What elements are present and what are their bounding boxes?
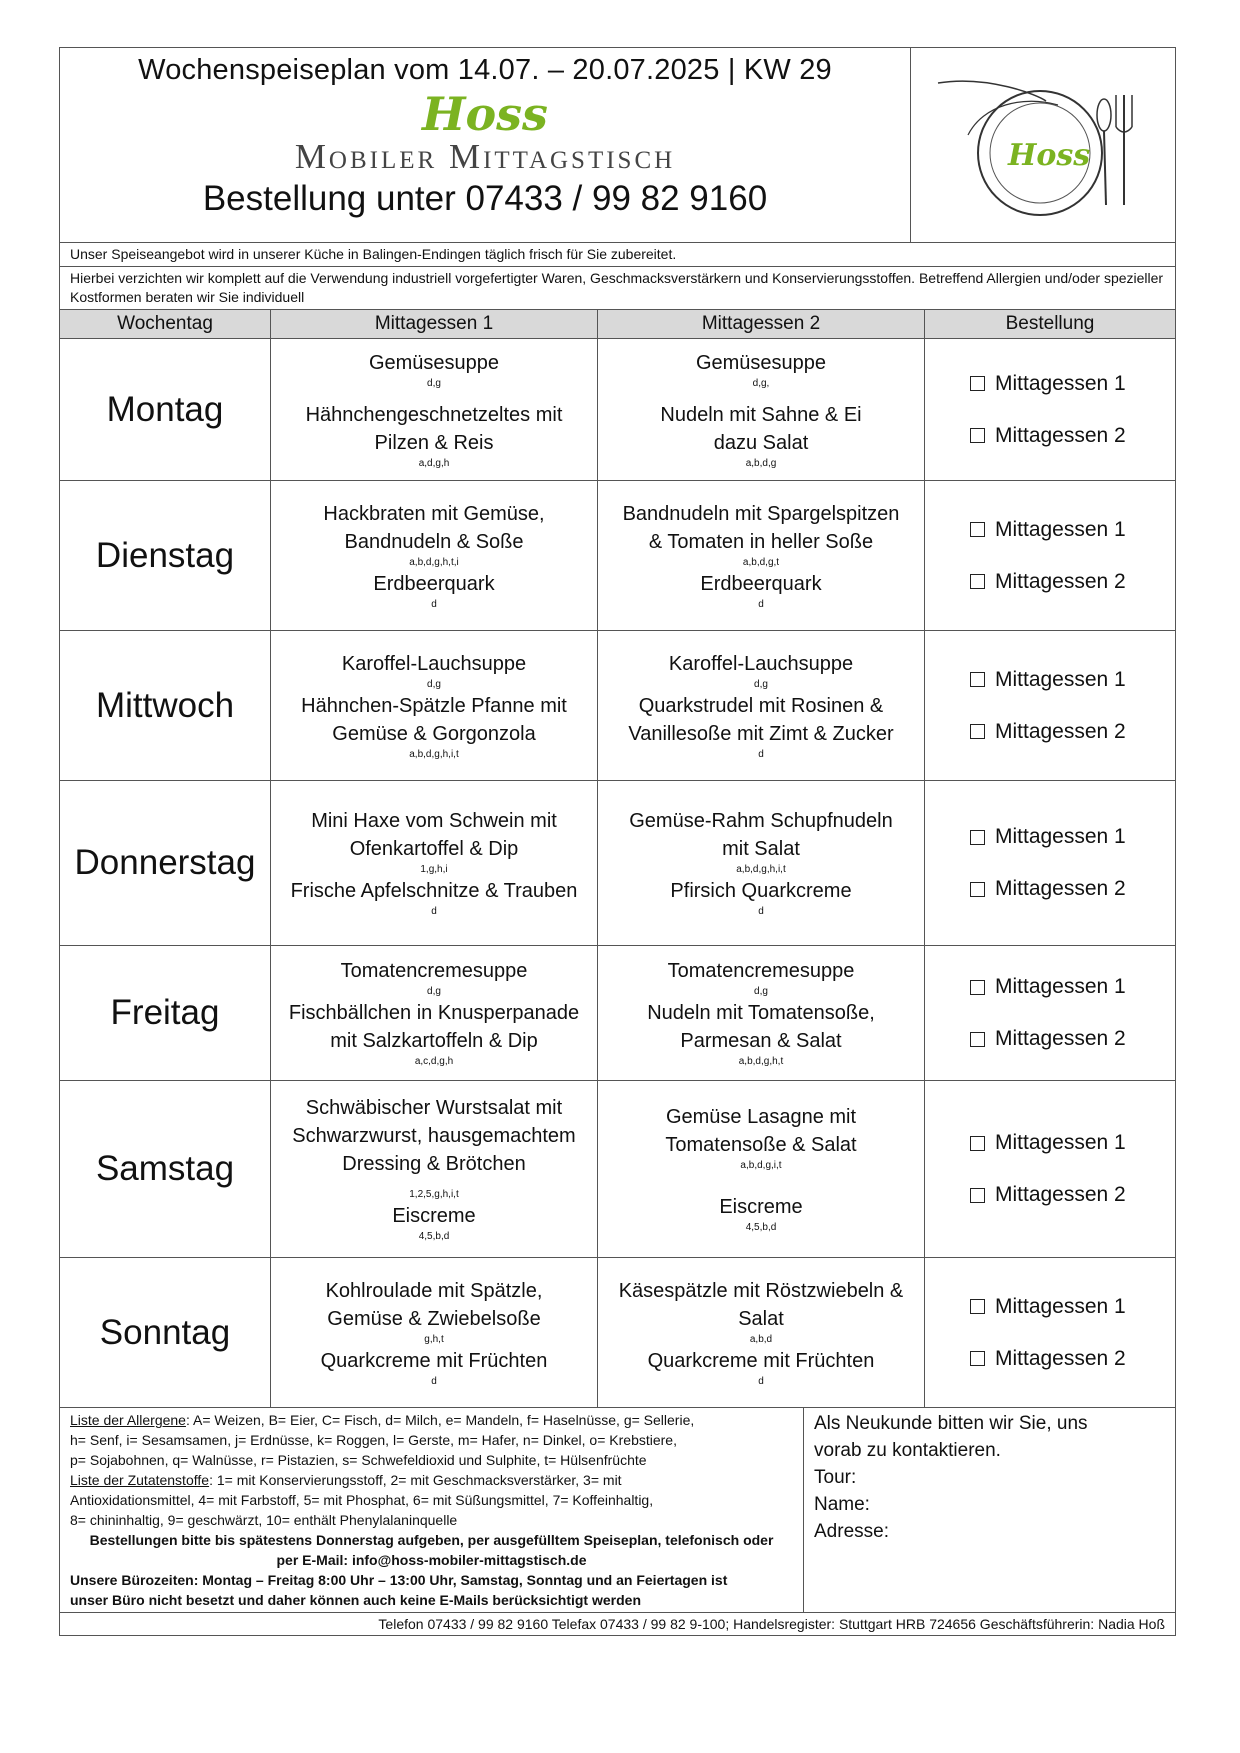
dish-line: Pfirsich Quarkcreme bbox=[670, 880, 852, 902]
footer bbox=[60, 1408, 1175, 1613]
order-options bbox=[925, 339, 1175, 480]
dish-line: Ofenkartoffel & Dip bbox=[349, 838, 519, 860]
order-option-label: Mittagessen 2 bbox=[995, 423, 1126, 447]
office-hours-2: unser Büro nicht besetzt und daher können auch keine E-Mails berücksichtigt werden bbox=[70, 1592, 641, 1608]
footer-legend bbox=[60, 1408, 804, 1612]
order-option-meal1[interactable] bbox=[970, 372, 1175, 396]
new-customer-text-2: vorab zu kontaktieren. bbox=[814, 1440, 1001, 1461]
allergen-codes: d,g bbox=[427, 377, 441, 389]
meal2-cell bbox=[598, 481, 925, 630]
brand-subtitle: Mobiler Mittagstisch bbox=[294, 137, 676, 176]
day-name: Mittwoch bbox=[60, 631, 271, 780]
checkbox-icon[interactable] bbox=[970, 980, 985, 995]
dish-line: Bandnudeln mit Spargelspitzen bbox=[622, 502, 900, 525]
order-option-label: Mittagessen 2 bbox=[995, 1346, 1126, 1370]
dish-line: Tomatencremesuppe bbox=[667, 960, 855, 982]
meal1-cell bbox=[271, 946, 598, 1080]
dish-line: Schwarzwurst, hausgemachtem bbox=[292, 1125, 576, 1147]
order-option-label: Mittagessen 2 bbox=[995, 569, 1126, 593]
order-option-label: Mittagessen 1 bbox=[995, 517, 1126, 541]
dish-line: mit Salzkartoffeln & Dip bbox=[330, 1030, 538, 1052]
logo-wordmark: Hoss bbox=[1008, 138, 1091, 173]
order-option-meal2[interactable] bbox=[970, 1027, 1175, 1051]
day-name: Freitag bbox=[60, 946, 271, 1080]
allergen-codes: d,g bbox=[754, 986, 768, 997]
allergen-codes: a,d,g,h bbox=[418, 457, 450, 469]
table-row bbox=[60, 481, 1175, 631]
header bbox=[60, 48, 1175, 243]
order-option-meal1[interactable] bbox=[970, 518, 1175, 542]
checkbox-icon[interactable] bbox=[970, 1188, 985, 1203]
order-option-meal1[interactable] bbox=[970, 825, 1175, 849]
new-customer-box bbox=[804, 1408, 1175, 1612]
allergen-codes: d,g bbox=[427, 678, 441, 690]
allergen-codes: g,h,t bbox=[424, 1333, 444, 1345]
allergen-codes: d,g bbox=[427, 986, 441, 997]
checkbox-icon[interactable] bbox=[970, 882, 985, 897]
dish-line: Tomatensoße & Salat bbox=[665, 1134, 857, 1156]
info-line-2: Hierbei verzichten wir komplett auf die Verwendung industriell vorgefertigter Waren, Geschmacksverstärkern und Konservierungsstoffen. Betreffend Allergien und/oder spezieller Kostformen beraten wir Sie individuell bbox=[60, 267, 1175, 310]
order-option-label: Mittagessen 2 bbox=[995, 719, 1126, 743]
dish-line: Kohlroulade mit Spätzle, bbox=[325, 1279, 543, 1302]
meal1-cell bbox=[271, 781, 598, 945]
meal2-cell bbox=[598, 1258, 925, 1407]
info-line-1: Unser Speiseangebot wird in unserer Küche in Balingen-Endingen täglich frisch für Sie zubereitet. bbox=[60, 243, 1175, 267]
checkbox-icon[interactable] bbox=[970, 1032, 985, 1047]
order-option-label: Mittagessen 1 bbox=[995, 667, 1126, 691]
menu-sheet bbox=[59, 47, 1176, 1636]
checkbox-icon[interactable] bbox=[970, 1299, 985, 1314]
additive-line-2: Antioxidationsmittel, 4= mit Farbstoff, 5= mit Phosphat, 6= mit Süßungsmittel, 7= Koffeinhaltig, bbox=[70, 1492, 654, 1508]
table-row bbox=[60, 1081, 1175, 1258]
checkbox-icon[interactable] bbox=[970, 574, 985, 589]
allergen-codes: d bbox=[758, 906, 764, 917]
dish-line: Käsespätzle mit Röstzwiebeln & bbox=[618, 1279, 904, 1302]
checkbox-icon[interactable] bbox=[970, 1351, 985, 1366]
checkbox-icon[interactable] bbox=[970, 522, 985, 537]
dish-line: Pilzen & Reis bbox=[374, 431, 494, 454]
order-phone: Bestellung unter 07433 / 99 82 9160 bbox=[202, 179, 768, 218]
dish-line: & Tomaten in heller Soße bbox=[648, 530, 874, 553]
meal1-cell bbox=[271, 339, 598, 480]
dish-line: Salat bbox=[738, 1307, 784, 1330]
plate-cutlery-logo-icon bbox=[928, 65, 1158, 225]
dish-line: Erdbeerquark bbox=[700, 572, 822, 595]
dish-line: Gemüse Lasagne mit bbox=[665, 1106, 857, 1128]
order-options bbox=[925, 1081, 1175, 1257]
col-head-order: Bestellung bbox=[1005, 313, 1095, 334]
meal2-cell bbox=[598, 339, 925, 480]
order-option-label: Mittagessen 2 bbox=[995, 1183, 1126, 1206]
allergen-codes: 1,2,5,g,h,i,t bbox=[409, 1189, 459, 1200]
order-note-1: Bestellungen bitte bis spätestens Donnerstag aufgeben, per ausgefülltem Speiseplan, telefonisch oder bbox=[89, 1532, 774, 1548]
meal2-cell bbox=[598, 1081, 925, 1257]
allergen-line-2: h= Senf, i= Sesamsamen, j= Erdnüsse, k= Roggen, l= Gerste, m= Hafer, n= Dinkel, o= Krebstiere, bbox=[70, 1432, 677, 1448]
order-option-meal2[interactable] bbox=[970, 1183, 1175, 1207]
meal2-cell bbox=[598, 781, 925, 945]
dish-line: Nudeln mit Tomatensoße, bbox=[647, 1002, 875, 1024]
table-row bbox=[60, 339, 1175, 481]
dish-line: Mini Haxe vom Schwein mit bbox=[311, 810, 557, 832]
day-name: Sonntag bbox=[60, 1258, 271, 1407]
header-left bbox=[60, 48, 911, 242]
allergen-label: Liste der Allergene bbox=[70, 1412, 186, 1428]
allergen-line-3: p= Sojabohnen, q= Walnüsse, r= Pistazien, s= Schwefeldioxid und Sulphite, t= Hülsenfrüchte bbox=[70, 1452, 647, 1468]
allergen-codes: d,g, bbox=[752, 377, 770, 389]
day-name: Montag bbox=[60, 339, 271, 480]
meal1-cell bbox=[271, 481, 598, 630]
allergen-codes: d,g bbox=[754, 678, 768, 690]
dish-line: Nudeln mit Sahne & Ei bbox=[660, 403, 862, 426]
order-option-meal1[interactable] bbox=[970, 1295, 1175, 1319]
dish-line: Quarkcreme mit Früchten bbox=[647, 1349, 875, 1372]
order-option-label: Mittagessen 1 bbox=[995, 1131, 1126, 1154]
col-head-meal1: Mittagessen 1 bbox=[271, 310, 598, 338]
allergen-codes: d bbox=[431, 906, 437, 917]
table-row bbox=[60, 781, 1175, 946]
allergen-codes: a,b,d,g,h,i,t bbox=[409, 748, 459, 760]
meal2-cell bbox=[598, 946, 925, 1080]
dish-line: Erdbeerquark bbox=[373, 572, 495, 595]
order-option-label: Mittagessen 2 bbox=[995, 877, 1126, 900]
checkbox-icon[interactable] bbox=[970, 1136, 985, 1151]
meal1-cell bbox=[271, 1081, 598, 1257]
order-option-label: Mittagessen 1 bbox=[995, 825, 1126, 848]
dish-line: Hähnchengeschnetzeltes mit bbox=[305, 403, 563, 426]
order-option-label: Mittagessen 1 bbox=[995, 1294, 1126, 1318]
dish-line: Gemüsesuppe bbox=[695, 351, 827, 374]
allergen-codes: d bbox=[758, 598, 764, 610]
meal1-cell bbox=[271, 631, 598, 780]
menu-rows bbox=[60, 339, 1175, 1408]
tour-field[interactable]: Tour: bbox=[814, 1467, 857, 1488]
dish-line: Vanillesoße mit Zimt & Zucker bbox=[628, 722, 894, 745]
checkbox-icon[interactable] bbox=[970, 830, 985, 845]
dish-line: Eiscreme bbox=[392, 1205, 476, 1227]
order-options bbox=[925, 631, 1175, 780]
additive-line-3: 8= chininhaltig, 9= geschwärzt, 10= enthält Phenylalaninquelle bbox=[70, 1512, 458, 1528]
allergen-codes: d bbox=[431, 598, 437, 610]
dish-line: Hähnchen-Spätzle Pfanne mit bbox=[301, 694, 567, 717]
dish-line: Gemüse & Zwiebelsoße bbox=[327, 1307, 541, 1330]
order-option-label: Mittagessen 1 bbox=[995, 975, 1126, 998]
table-header bbox=[60, 310, 1175, 339]
dish-line: Dressing & Brötchen bbox=[342, 1153, 526, 1175]
order-option-meal2[interactable] bbox=[970, 1347, 1175, 1371]
office-hours-1: Unsere Bürozeiten: Montag – Freitag 8:00 Uhr – 13:00 Uhr, Samstag, Sonntag und an Feiertagen ist bbox=[70, 1572, 728, 1588]
page-title: Wochenspeiseplan vom 14.07. – 20.07.2025 | KW 29 bbox=[138, 54, 832, 86]
order-note-2: per E-Mail: info@hoss-mobiler-mittagstisch.de bbox=[276, 1552, 587, 1568]
dish-line: mit Salat bbox=[722, 838, 800, 860]
dish-line: Karoffel-Lauchsuppe bbox=[341, 652, 527, 675]
allergen-codes: a,b,d bbox=[749, 1333, 773, 1345]
allergen-codes: a,b,d,g,t bbox=[742, 556, 780, 568]
order-option-meal1[interactable] bbox=[970, 975, 1175, 999]
dish-line: Tomatencremesuppe bbox=[340, 960, 528, 982]
order-option-label: Mittagessen 1 bbox=[995, 371, 1126, 395]
allergen-codes: a,b,d,g bbox=[745, 457, 777, 469]
dish-line: Karoffel-Lauchsuppe bbox=[668, 652, 854, 675]
dish-line: Gemüse-Rahm Schupfnudeln bbox=[629, 810, 893, 832]
col-head-day: Wochentag bbox=[60, 310, 271, 338]
order-option-meal2[interactable] bbox=[970, 424, 1175, 448]
dish-line: Gemüse & Gorgonzola bbox=[332, 722, 536, 745]
day-name: Samstag bbox=[60, 1081, 271, 1257]
dish-line: Bandnudeln & Soße bbox=[344, 530, 524, 553]
checkbox-icon[interactable] bbox=[970, 724, 985, 739]
allergen-codes: 4,5,b,d bbox=[745, 1222, 777, 1233]
new-customer-text-1: Als Neukunde bitten wir Sie, uns bbox=[814, 1413, 1088, 1434]
allergen-codes: d bbox=[431, 1375, 437, 1387]
allergen-line-1 bbox=[70, 1410, 793, 1430]
allergen-codes: 4,5,b,d bbox=[418, 1231, 450, 1242]
checkbox-icon[interactable] bbox=[970, 672, 985, 687]
allergen-codes: d bbox=[758, 748, 764, 760]
order-option-meal1[interactable] bbox=[970, 1131, 1175, 1155]
dish-line: Hackbraten mit Gemüse, bbox=[323, 502, 545, 525]
order-option-meal2[interactable] bbox=[970, 877, 1175, 901]
order-options bbox=[925, 1258, 1175, 1407]
col-head-meal2: Mittagessen 2 bbox=[598, 310, 925, 338]
order-option-meal1[interactable] bbox=[970, 668, 1175, 692]
dish-line: Schwäbischer Wurstsalat mit bbox=[305, 1097, 563, 1119]
day-name: Dienstag bbox=[60, 481, 271, 630]
allergen-codes: d bbox=[758, 1375, 764, 1387]
dish-line: Parmesan & Salat bbox=[680, 1030, 842, 1052]
dish-line: Fischbällchen in Knusperpanade bbox=[288, 1002, 580, 1024]
day-name: Donnerstag bbox=[60, 781, 271, 945]
order-option-label: Mittagessen 2 bbox=[995, 1027, 1126, 1050]
checkbox-icon[interactable] bbox=[970, 428, 985, 443]
order-options bbox=[925, 481, 1175, 630]
meal1-cell bbox=[271, 1258, 598, 1407]
address-field[interactable]: Adresse: bbox=[814, 1521, 889, 1542]
order-option-meal2[interactable] bbox=[970, 570, 1175, 594]
table-row bbox=[60, 631, 1175, 781]
dish-line: Frische Apfelschnitze & Trauben bbox=[290, 880, 578, 902]
allergen-codes: a,b,d,g,h,i,t bbox=[736, 864, 786, 875]
table-row bbox=[60, 946, 1175, 1081]
allergen-codes: a,c,d,g,h bbox=[414, 1056, 454, 1067]
allergen-codes: a,b,d,g,h,t bbox=[738, 1056, 784, 1067]
company-info: Telefon 07433 / 99 82 9160 Telefax 07433 / 99 82 9-100; Handelsregister: Stuttgart HRB 724656 Geschäftsführerin: Nadia Hoß bbox=[378, 1616, 1165, 1632]
order-options bbox=[925, 781, 1175, 945]
allergen-codes: 1,g,h,i bbox=[420, 864, 448, 875]
logo bbox=[911, 48, 1175, 242]
order-option-meal2[interactable] bbox=[970, 720, 1175, 744]
allergen-codes: a,b,d,g,h,t,i bbox=[409, 556, 459, 568]
meal2-cell bbox=[598, 631, 925, 780]
allergen-codes: a,b,d,g,i,t bbox=[740, 1160, 782, 1171]
dish-line: Quarkcreme mit Früchten bbox=[320, 1349, 548, 1372]
name-field[interactable]: Name: bbox=[814, 1494, 870, 1515]
dish-line: Quarkstrudel mit Rosinen & bbox=[638, 694, 884, 717]
dish-line: Gemüsesuppe bbox=[368, 351, 500, 374]
additive-line-1 bbox=[70, 1470, 793, 1490]
additive-label: Liste der Zutatenstoffe bbox=[70, 1472, 210, 1488]
dish-line: Eiscreme bbox=[719, 1196, 803, 1218]
table-row bbox=[60, 1258, 1175, 1408]
brand-logo-text: Hoss bbox=[422, 87, 548, 141]
additive-text: : 1= mit Konservierungsstoff, 2= mit Geschmacksverstärker, 3= mit bbox=[209, 1472, 622, 1488]
dish-line: dazu Salat bbox=[713, 431, 809, 454]
checkbox-icon[interactable] bbox=[970, 376, 985, 391]
order-options bbox=[925, 946, 1175, 1080]
allergen-text: : A= Weizen, B= Eier, C= Fisch, d= Milch, e= Mandeln, f= Haselnüsse, g= Sellerie, bbox=[185, 1412, 695, 1428]
